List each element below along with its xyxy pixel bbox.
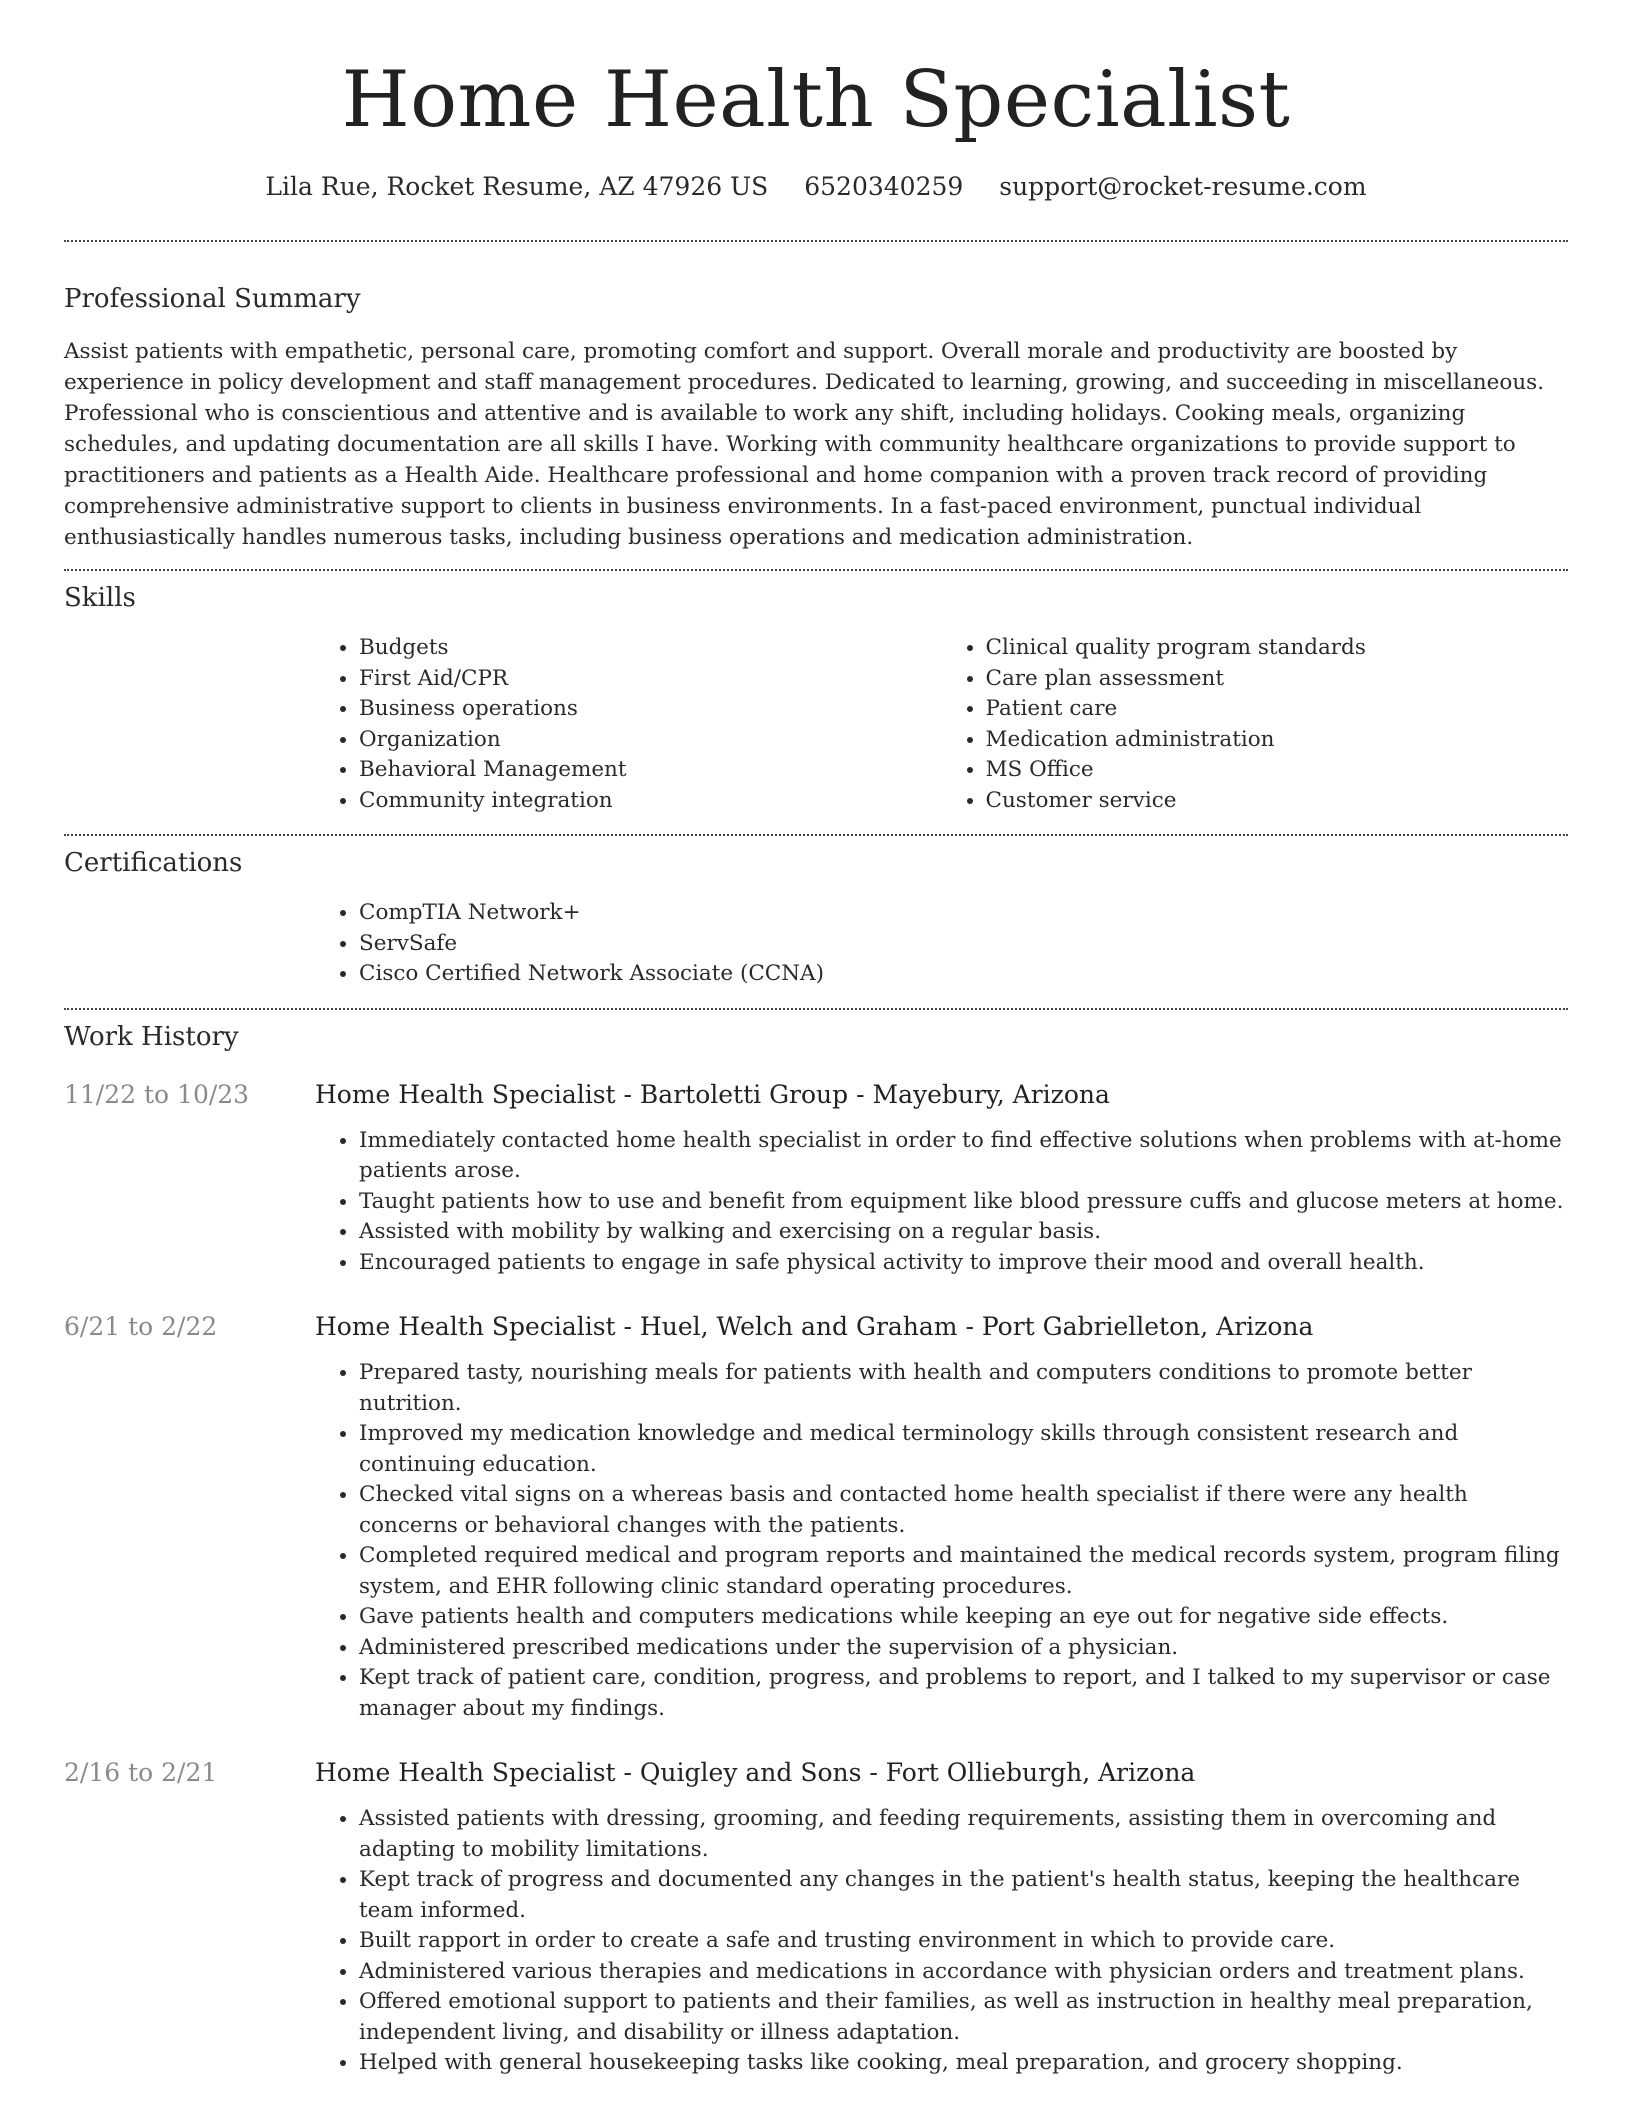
job-bullet: • Immediately contacted home health specialist in order to find effective solutions when problems with at-home patients arose. (359, 1126, 1568, 1187)
skill-item: • MS Office (986, 755, 1569, 786)
job-header (64, 1310, 1568, 1344)
skill-item: • Community integration (359, 786, 942, 817)
divider (64, 569, 1568, 571)
job-bullet: • Assisted with mobility by walking and exercising on a regular basis. (359, 1217, 1568, 1248)
job-bullet: • Offered emotional support to patients and their families, as well as instruction in healthy meal preparation, independent living, and disability or illness adaptation. (359, 1987, 1568, 2048)
skill-item: • Patient care (986, 694, 1569, 725)
job-bullet: • Improved my medication knowledge and medical terminology skills through consistent research and continuing education. (359, 1419, 1568, 1480)
contact-line (64, 170, 1568, 204)
job-dates: 2/16 to 2/21 (64, 1758, 218, 1787)
certifications-list (315, 898, 1568, 990)
summary-text: Assist patients with empathetic, personal care, promoting comfort and support. Overall morale and productivity are boosted by experience in policy development and staff management procedures. Dedicated to learning, growing, and succeeding in miscellaneous. Professional who is conscientious and attentive and is available to work any shift, including holidays. Cooking meals, organizing schedules, and updating documentation are all skills I have. Working with community healthcare organizations to provide support to practitioners and patients as a Health Aide. Healthcare professional and home companion with a proven track record of providing comprehensive administrative support to clients in business environments. In a fast-paced environment, punctual individual enthusiastically handles numerous tasks, including business operations and medication administration. (64, 339, 1545, 550)
divider (64, 1008, 1568, 1010)
skill-item: • Care plan assessment (986, 664, 1569, 695)
job-title: Home Health Specialist - Quigley and Sons - Fort Ollieburgh, Arizona (315, 1758, 1196, 1787)
certifications-block (315, 898, 1568, 990)
contact-address: Lila Rue, Rocket Resume, AZ 47926 US (265, 172, 769, 201)
skills-list-right (942, 633, 1569, 816)
section-heading-certifications: Certifications (64, 848, 243, 878)
certification-item: • CompTIA Network+ (359, 898, 1568, 929)
divider (64, 834, 1568, 836)
skills-list-left (315, 633, 942, 816)
job-bullets-block (315, 1358, 1568, 1724)
job-dates: 6/21 to 2/22 (64, 1312, 218, 1341)
skill-item: • Medication administration (986, 725, 1569, 756)
skill-item: • Customer service (986, 786, 1569, 817)
job-dates: 11/22 to 10/23 (64, 1079, 250, 1109)
job-bullet: • Kept track of progress and documented any changes in the patient's health status, keeping the healthcare team informed. (359, 1865, 1568, 1926)
skill-item: • Budgets (359, 633, 942, 664)
job-bullet: • Taught patients how to use and benefit from equipment like blood pressure cuffs and glucose meters at home. (359, 1187, 1568, 1218)
job-bullets (315, 1358, 1568, 1724)
section-heading-skills: Skills (64, 583, 136, 613)
job-title: Home Health Specialist - Huel, Welch and Graham - Port Gabrielleton, Arizona (315, 1312, 1314, 1341)
section-heading-work: Work History (64, 1021, 239, 1052)
job-bullets-block (315, 1804, 1568, 2079)
skill-item: • First Aid/CPR (359, 664, 942, 695)
job-header (64, 1756, 1568, 1790)
contact-phone: 6520340259 (804, 172, 964, 201)
skill-item: • Business operations (359, 694, 942, 725)
job-bullet: • Completed required medical and program reports and maintained the medical records system, program filing system, and EHR following clinic standard operating procedures. (359, 1541, 1568, 1602)
divider (64, 240, 1568, 242)
certification-item: • Cisco Certified Network Associate (CCNA) (359, 959, 1568, 990)
resume-page (64, 0, 1568, 2079)
resume-title: Home Health Specialist (341, 55, 1291, 145)
job-bullet: • Kept track of patient care, condition, progress, and problems to report, and I talked to my supervisor or case manager about my findings. (359, 1663, 1568, 1724)
section-heading-summary: Professional Summary (64, 284, 361, 314)
skill-item: • Clinical quality program standards (986, 633, 1569, 664)
job-bullet: • Gave patients health and computers medications while keeping an eye out for negative side effects. (359, 1602, 1568, 1633)
certification-item: • ServSafe (359, 929, 1568, 960)
job-bullet: • Built rapport in order to create a safe and trusting environment in which to provide care. (359, 1926, 1568, 1957)
skill-item: • Behavioral Management (359, 755, 942, 786)
job-bullets (315, 1804, 1568, 2079)
job-bullet: • Helped with general housekeeping tasks like cooking, meal preparation, and grocery shopping. (359, 2048, 1568, 2079)
job-bullets (315, 1126, 1568, 1279)
contact-email: support@rocket-resume.com (999, 172, 1367, 201)
job-title: Home Health Specialist - Bartoletti Group - Mayebury, Arizona (315, 1079, 1110, 1109)
skills-grid (315, 633, 1568, 816)
job-bullet: • Administered various therapies and medications in accordance with physician orders and treatment plans. (359, 1957, 1568, 1988)
job-bullet: • Assisted patients with dressing, grooming, and feeding requirements, assisting them in overcoming and adapting to mobility limitations. (359, 1804, 1568, 1865)
job-bullet: • Encouraged patients to engage in safe physical activity to improve their mood and overall health. (359, 1248, 1568, 1279)
job-bullet: • Checked vital signs on a whereas basis and contacted home health specialist if there were any health concerns or behavioral changes with the patients. (359, 1480, 1568, 1541)
job-bullet: • Prepared tasty, nourishing meals for patients with health and computers conditions to promote better nutrition. (359, 1358, 1568, 1419)
job-bullets-block (315, 1126, 1568, 1279)
job-header (64, 1078, 1568, 1112)
job-bullet: • Administered prescribed medications under the supervision of a physician. (359, 1633, 1568, 1664)
skill-item: • Organization (359, 725, 942, 756)
